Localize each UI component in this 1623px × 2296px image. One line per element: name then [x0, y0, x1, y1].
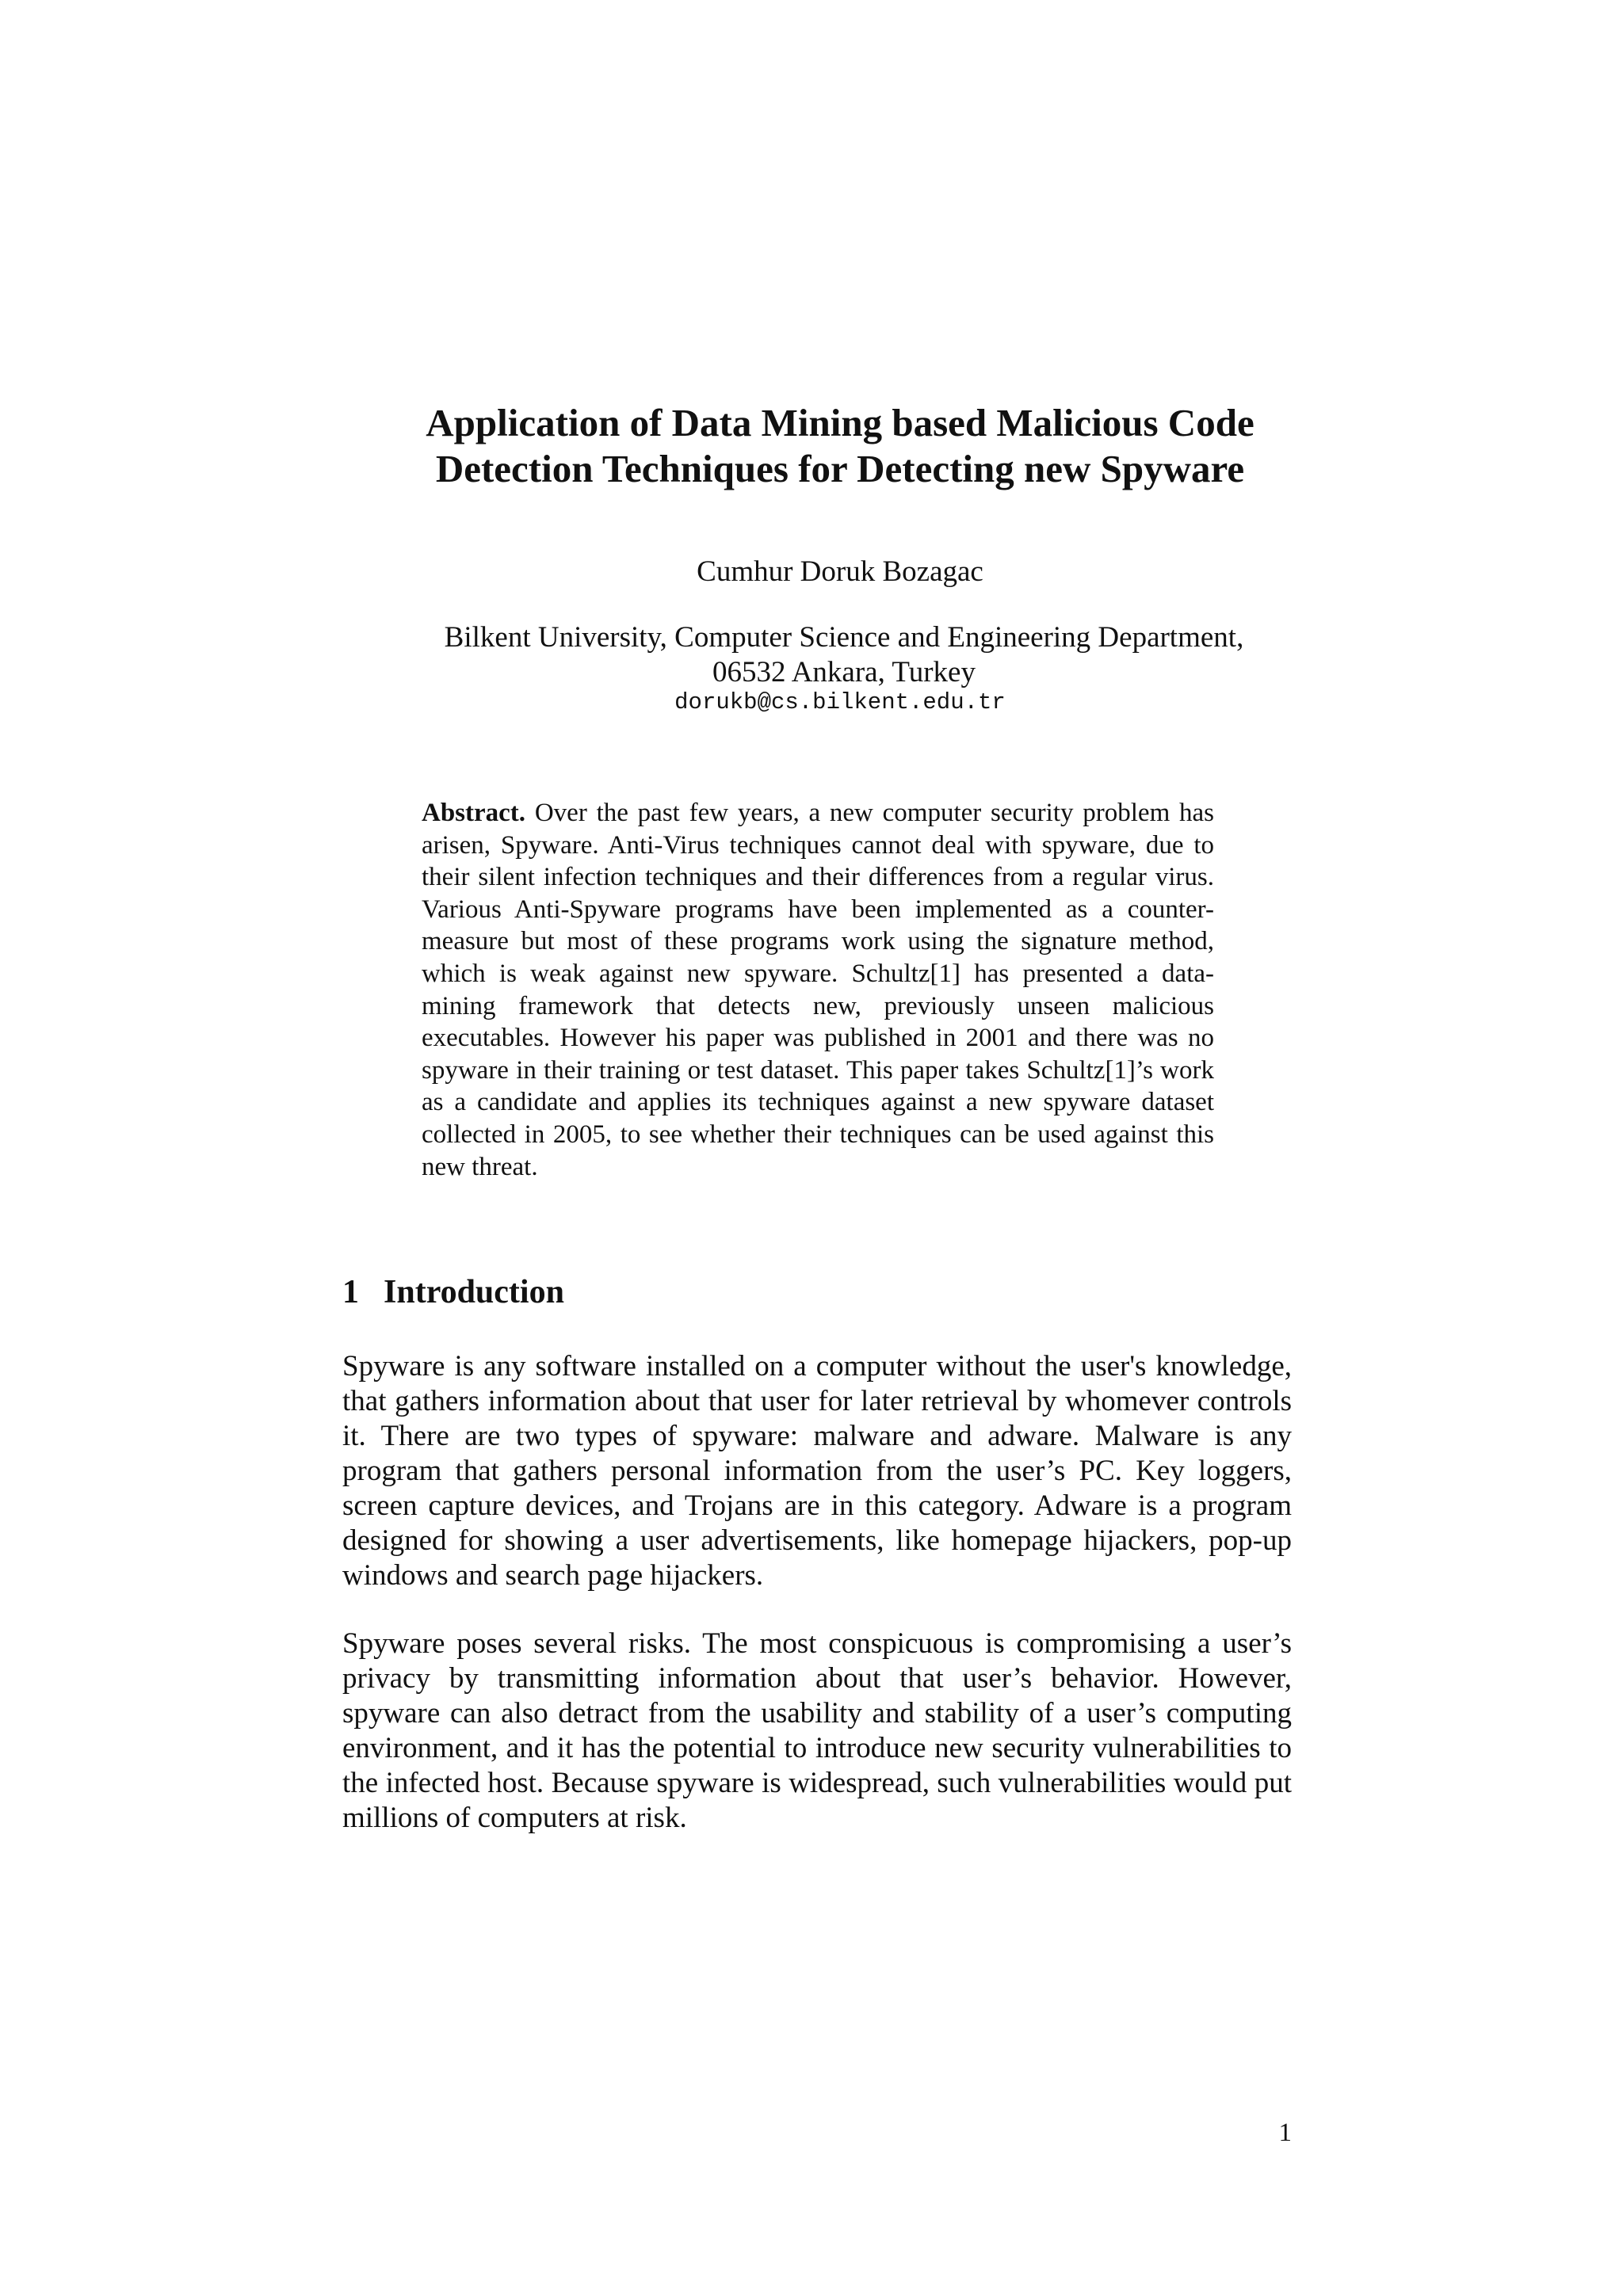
title-line-1: Application of Data Mining based Malicious Code — [426, 401, 1254, 444]
author-name: Cumhur Doruk Bozagac — [697, 555, 983, 588]
abstract-text: Over the past few years, a new computer security problem has arisen, Spyware. Anti-Virus techniques cannot deal with spyware, due to their silent infection techniques and their differences from a regular virus. Various Anti-Spyware programs have been implemented as a counter-measure but most of these programs work using the signature method, which is weak against new spyware. Schultz[1] has presented a data-mining framework that detects new, previously unseen malicious executables. However his paper was published in 2001 and there was no spyware in their training or test dataset. This paper takes Schultz[1]’s work as a candidate and applies its techniques against a new spyware dataset collected in 2005, to see whether their techniques can be used against this new threat. — [422, 799, 1214, 1181]
intro-paragraph-1: Spyware is any software installed on a computer without the user's knowledge, that gathers information about that user for later retrieval by whomever controls it. There are two types of spyware: malware and adware. Malware is any program that gathers personal information from the user’s PC. Key loggers, screen capture devices, and Trojans are in this category. Adware is a program designed for showing a user advertisements, like homepage hijackers, pop-up windows and search page hijackers. — [342, 1350, 1292, 1592]
paper-title — [372, 400, 1308, 492]
intro-paragraph-2: Spyware poses several risks. The most conspicuous is compromising a user’s privacy by transmitting information about that user’s behavior. However, spyware can also detract from the usability and stability of a user’s computing environment, and it has the potential to introduce new security vulnerabilities to the infected host. Because spyware is widespread, such vulnerabilities would put millions of computers at risk. — [342, 1627, 1292, 1834]
title-line-2: Detection Techniques for Detecting new Spyware — [435, 447, 1245, 490]
section-heading-introduction — [342, 1272, 564, 1313]
author-email: dorukb@cs.bilkent.edu.tr — [674, 689, 1006, 715]
section-title: Introduction — [384, 1274, 564, 1310]
affiliation — [341, 620, 1347, 690]
page-number: 1 — [1278, 2119, 1292, 2147]
section-number: 1 — [342, 1274, 359, 1310]
affiliation-line-1: Bilkent University, Computer Science and Engineering Department, — [444, 621, 1244, 654]
abstract-label: Abstract. — [422, 799, 526, 827]
abstract — [422, 797, 1214, 1183]
affiliation-line-2: 06532 Ankara, Turkey — [712, 656, 976, 688]
